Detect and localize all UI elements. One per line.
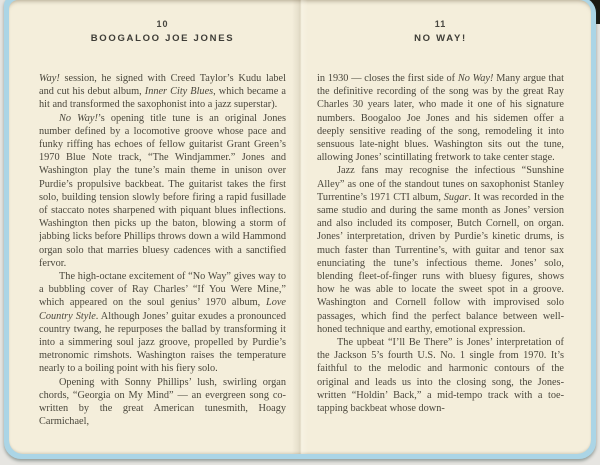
page-left [9,0,296,454]
running-head-right: NO WAY! [414,33,467,44]
paragraph: The upbeat “I’ll Be There” is Jones’ interpretation of the Jackson 5’s fourth U.S. No. 1 single from 1970. It’s faithful to the melodic and harmonic contours of the original and leads us into the closing song, the Jones-written “Holdin’ Back,” a mid-tempo track with a toe-tapping backbeat whose down- [317,337,564,415]
running-head-left: BOOGALOO JOE JONES [90,33,235,44]
paragraph: No Way!’s opening title tune is an original Jones number defined by a locomotive groove whose pace and funky riffing has echoes of fellow guitarist Grant Green’s 1970 Blue Note track, “The Windjammer.” Jones and Washington play the tune’s main theme in unison over Purdie’s propulsive backbeat. The guitarist takes the first solo, building tension slowly before firing a rapid fusillade of staccato notes sharpened with piquant blues inflections. Washington then picks up the baton, blowing a storm of jabbing licks before Phillips throws down a wild Hammond organ solo that marries bluesy cadences with a sanctified fervor. [39,112,286,269]
page-right [296,0,591,454]
page-body-left [39,72,286,440]
paragraph: The high-octane excitement of “No Way” gives way to a bubbling cover of Ray Charles’ “If You Were Mine,” which appeared on the soul genius’ 1970 album, Love Country Style. Although Jones’ guitar exudes a pronounced country twang, he repurposes the ballad by transforming it into a simmering soul jazz groove, propelled by Purdie’s metronomic rimshots. Washington raises the temperature nearly to a boiling point with his fiery solo. [39,271,286,375]
paragraph: Way! session, he signed with Creed Taylor’s Kudu label and cut his debut album, Inner City Blues, which became a hit and transformed the saxophonist into a jazz superstar). [39,73,286,111]
paragraph: in 1930 — closes the first side of No Way! Many argue that the definitive recording of the song was by the great Ray Charles 30 years later, who made it one of his signature numbers. Boogaloo Joe Jones and his sidemen offer a deeply sensitive reading of the song, remodeling it into sensuous late-night blues. Washington sits out the tune, allowing Jones’ scintillating fretwork to take center stage. [317,73,564,164]
page-body-right [317,72,564,440]
page-number-left: 10 [156,19,169,29]
page-number-right: 11 [434,19,447,29]
book-spread [9,0,591,454]
paragraph: Jazz fans may recognise the infectious “Sunshine Alley” as one of the standout tunes on saxophonist Stanley Turrentine’s 1971 CTI album, Sugar. It was recorded in the same studio and during the same month as Jones’ version and also included its composer, Butch Cornell, on organ. Jones’ interpretation, driven by Purdie’s kinetic drums, is much faster than Turrentine’s, with guitar and tenor sax enunciating the tune’s infectious theme. Jones’ solo, blending fleet-of-finger runs with bluesy figures, shows how he was able to locate the sweet spot in a groove. Washington and Cornell follow with improvised solo passages, which find the perfect balance between well-honed technique and earthy, emotional expression. [317,165,564,335]
paragraph: Opening with Sonny Phillips’ lush, swirling organ chords, “Georgia on My Mind” — an evergreen song co-written by the great American tunesmith, Hoagy Carmichael, [39,376,286,428]
